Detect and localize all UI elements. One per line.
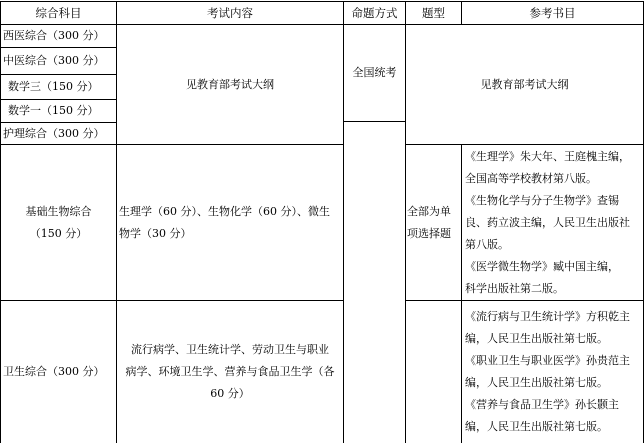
- top-method: 全国统考: [352, 66, 397, 79]
- subject-basic-biology-score: （150 分）: [29, 226, 88, 240]
- health-content-line: 病学、环境卫生学、营养与食品卫生学（各: [125, 365, 335, 378]
- header-type: 题型: [422, 6, 445, 20]
- subject-basic-biology: [1, 145, 116, 300]
- question-type-line: 项选择题: [407, 226, 451, 240]
- grid-line: [343, 121, 405, 122]
- biology-content-line: 物学（30 分）: [119, 226, 192, 240]
- subject-health: 卫生综合（300 分）: [3, 365, 105, 378]
- book-line: 编，人民卫生出版社第七版。: [465, 376, 608, 389]
- book-line: 《生物化学与分子生物学》查锡: [465, 193, 619, 207]
- book-line: 《职业卫生与职业医学》孙贵范主: [465, 354, 630, 367]
- book-line: 全国高等学校教材第八版。: [465, 171, 597, 185]
- health-content-line: 流行病学、卫生统计学、劳动卫生与职业: [131, 343, 329, 356]
- book-line: 良、药立波主编，人民卫生出版社: [465, 215, 630, 229]
- top-books: 见教育部考试大纲: [480, 77, 569, 91]
- book-line: 编，人民卫生出版社第七版。: [465, 332, 608, 345]
- book-line: 《医学微生物学》臧中国主编，: [465, 259, 619, 273]
- question-type: [407, 145, 461, 300]
- subject-western-medicine: 西医综合（300 分）: [3, 29, 105, 42]
- subject-chinese-medicine: 中医综合（300 分）: [3, 54, 105, 67]
- health-content-line: 60 分）: [210, 387, 250, 400]
- book-line: 《生理学》朱大年、王庭槐主编，: [465, 149, 630, 163]
- book-line: 第八版。: [465, 237, 509, 251]
- header-method: 命题方式: [351, 6, 398, 20]
- grid-line: [461, 144, 462, 443]
- subject-math-one: 数学一（150 分）: [8, 104, 99, 117]
- book-line: 《流行病与卫生统计学》方积乾主: [465, 310, 630, 323]
- biology-books: [465, 145, 643, 300]
- biology-content-line: 生理学（60 分）、生物化学（60 分）、微生: [119, 204, 330, 218]
- health-content: [117, 301, 343, 443]
- question-type-line: 全部为单: [407, 204, 451, 218]
- header-books: 参考书目: [529, 6, 576, 20]
- subject-basic-biology-line: 基础生物综合: [25, 204, 92, 218]
- book-line: 编，人民卫生出版社第七版。: [465, 420, 608, 433]
- header-subject: 综合科目: [35, 6, 82, 20]
- header-content: 考试内容: [207, 6, 253, 20]
- book-line: 《营养与食品卫生学》孙长颢主: [465, 398, 619, 411]
- book-line: 科学出版社第二版。: [465, 281, 564, 295]
- subject-nursing: 护理综合（300 分）: [3, 126, 105, 140]
- biology-content: [119, 145, 343, 300]
- top-content: 见教育部考试大纲: [186, 77, 274, 91]
- subject-math-three: 数学三（150 分）: [8, 80, 99, 93]
- health-books: [465, 301, 643, 443]
